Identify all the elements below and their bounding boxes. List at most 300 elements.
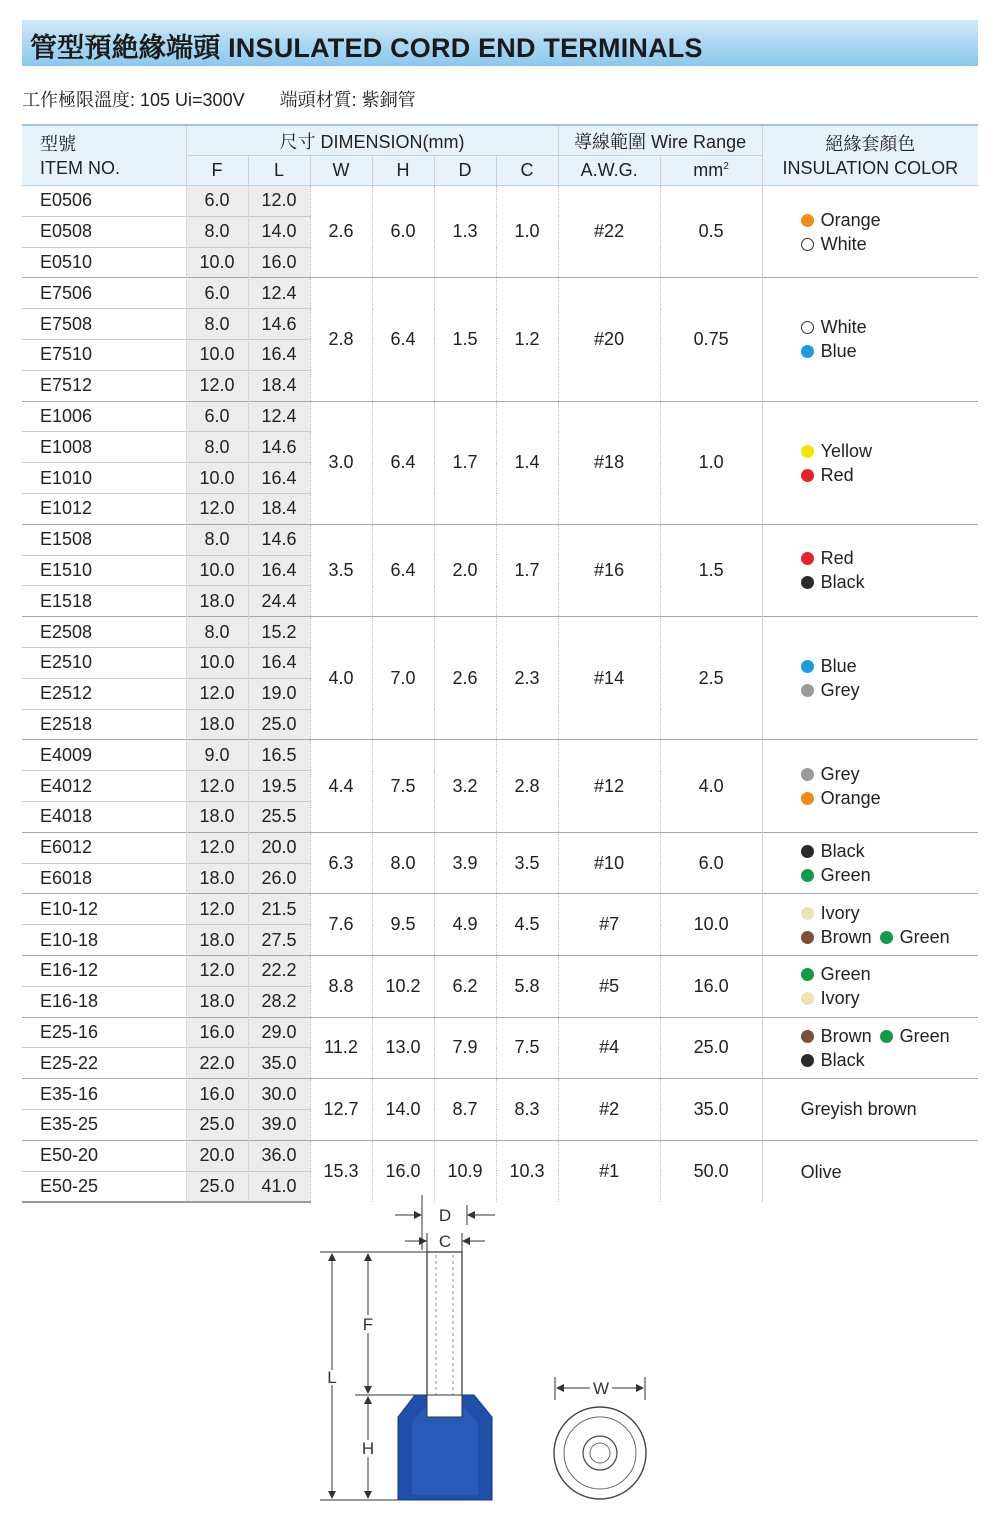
dim-l-cell: 29.0 (248, 1017, 310, 1048)
dim-h-cell: 7.0 (372, 617, 434, 740)
insulation-color-cell (762, 740, 978, 832)
insulation-color-cell (762, 617, 978, 740)
mm2-cell: 16.0 (660, 955, 762, 1017)
item-no-cell: E7508 (22, 309, 186, 340)
dim-l-cell: 16.4 (248, 463, 310, 494)
table-row (22, 278, 978, 309)
insulation-color-cell (762, 186, 978, 278)
dim-d-cell: 2.0 (434, 524, 496, 616)
dim-f-cell: 8.0 (186, 617, 248, 648)
dim-l-cell: 16.0 (248, 247, 310, 278)
awg-cell: #4 (558, 1017, 660, 1079)
color-name: Green (820, 865, 871, 886)
dim-w-cell: 2.8 (310, 278, 372, 401)
table-row (22, 894, 978, 925)
item-no-cell: E0506 (40, 190, 93, 211)
header-wire-range: 導線範圍 Wire Range (558, 125, 762, 156)
dim-f-cell: 12.0 (186, 370, 248, 401)
dim-h-cell: 6.4 (372, 278, 434, 401)
dim-l-cell: 16.4 (248, 647, 310, 678)
dim-l-cell: 28.2 (248, 986, 310, 1017)
dim-c-cell: 2.3 (496, 617, 558, 740)
dim-d-cell: 10.9 (434, 1140, 496, 1202)
color-line (801, 439, 979, 463)
dim-f-cell: 8.0 (186, 524, 248, 555)
table-row (22, 740, 978, 771)
dim-l-cell: 18.4 (248, 370, 310, 401)
item-no-cell: E1508 (22, 524, 186, 555)
color-line (801, 962, 979, 986)
mm2-cell: 1.5 (660, 524, 762, 616)
awg-cell: #12 (558, 740, 660, 832)
label-f: F (362, 1315, 374, 1334)
item-no-cell: E35-16 (22, 1079, 186, 1110)
color-line (801, 1048, 979, 1072)
dim-h-cell: 10.2 (372, 955, 434, 1017)
header-awg: A.W.G. (558, 156, 660, 186)
dim-f-cell: 12.0 (186, 493, 248, 524)
mm2-cell: 2.5 (660, 617, 762, 740)
awg-cell: #1 (558, 1140, 660, 1202)
color-swatch-icon (801, 931, 814, 944)
color-line (801, 1160, 979, 1184)
dim-l-cell: 35.0 (248, 1048, 310, 1079)
dim-w-cell: 7.6 (310, 894, 372, 956)
insulation-color-cell (762, 524, 978, 616)
item-no-cell: E7512 (22, 370, 186, 401)
spec-subtitle (22, 86, 416, 112)
header-dimension: 尺寸 DIMENSION(mm) (186, 125, 558, 156)
dim-f-cell: 10.0 (186, 463, 248, 494)
mm2-cell: 50.0 (660, 1140, 762, 1202)
awg-cell: #14 (558, 617, 660, 740)
awg-cell: #5 (558, 955, 660, 1017)
awg-cell: #10 (558, 832, 660, 894)
color-name: Ivory (820, 988, 860, 1009)
mm2-cell: 1.0 (660, 401, 762, 524)
item-no-cell: E1518 (22, 586, 186, 617)
color-swatch-icon (801, 238, 814, 251)
header-mm2-unit: mm (693, 160, 724, 180)
dim-l-cell: 19.5 (248, 771, 310, 802)
terminal-side-view (398, 1252, 492, 1500)
insulation-color-cell (762, 832, 978, 894)
color-name: Red (820, 464, 854, 485)
dim-f-cell: 16.0 (186, 1079, 248, 1110)
color-line (801, 570, 979, 594)
dim-w-cell: 3.5 (310, 524, 372, 616)
table-row (22, 617, 978, 648)
color-name: Black (820, 841, 865, 862)
dim-c-cell: 3.5 (496, 832, 558, 894)
color-swatch-icon (801, 869, 814, 882)
dim-h-cell: 9.5 (372, 894, 434, 956)
item-no-cell: E16-12 (22, 955, 186, 986)
dim-h-cell: 6.4 (372, 401, 434, 524)
header-color-en: INSULATION COLOR (782, 157, 959, 178)
dim-l-cell: 12.0 (248, 186, 310, 217)
header-h: H (372, 156, 434, 186)
label-w: W (592, 1379, 610, 1398)
color-line (801, 863, 979, 887)
table-row (22, 955, 978, 986)
awg-cell: #20 (558, 278, 660, 401)
color-swatch-icon (801, 660, 814, 673)
dim-c-cell: 5.8 (496, 955, 558, 1017)
item-no-cell: E7510 (22, 339, 186, 370)
dim-c-cell: 2.8 (496, 740, 558, 832)
dim-f-cell: 10.0 (186, 555, 248, 586)
color-name: Red (820, 548, 854, 569)
color-name: Grey (820, 764, 860, 785)
page-title: 管型預絶緣端頭 INSULATED CORD END TERMINALS (30, 33, 703, 63)
dim-w-cell: 15.3 (310, 1140, 372, 1202)
header-item-zh: 型號 (40, 133, 76, 154)
dim-d-cell: 8.7 (434, 1079, 496, 1141)
table-row (22, 186, 978, 217)
mm2-cell: 6.0 (660, 832, 762, 894)
dim-l-cell: 18.4 (248, 493, 310, 524)
mm2-cell: 35.0 (660, 1079, 762, 1141)
dim-l-cell: 21.5 (248, 894, 310, 925)
dim-d-cell: 1.3 (434, 186, 496, 278)
insulation-color-cell (762, 894, 978, 956)
dim-l-cell: 41.0 (248, 1171, 310, 1202)
dim-f-cell: 18.0 (186, 986, 248, 1017)
header-l: L (248, 156, 310, 186)
color-name: Black (820, 1049, 865, 1070)
header-item-en: ITEM NO. (40, 157, 120, 178)
color-line (801, 678, 979, 702)
dim-f-cell: 18.0 (186, 801, 248, 832)
label-c: C (438, 1232, 452, 1251)
dim-d-cell: 1.7 (434, 401, 496, 524)
dim-w-cell: 12.7 (310, 1079, 372, 1141)
mm2-cell: 10.0 (660, 894, 762, 956)
dim-w-cell: 3.0 (310, 401, 372, 524)
color-line (801, 925, 979, 949)
item-no-cell: E0510 (22, 247, 186, 278)
color-name: Orange (820, 788, 881, 809)
dim-c-cell: 1.4 (496, 401, 558, 524)
header-insulation-color (762, 125, 978, 186)
color-swatch-icon (801, 907, 814, 920)
label-l: L (327, 1368, 337, 1387)
dim-l-cell: 12.4 (248, 401, 310, 432)
table-row (22, 1017, 978, 1048)
awg-cell: #16 (558, 524, 660, 616)
dim-d-cell: 1.5 (434, 278, 496, 401)
dim-f-cell: 12.0 (186, 955, 248, 986)
dim-l-cell: 14.6 (248, 309, 310, 340)
color-swatch-icon (801, 469, 814, 482)
dim-l-cell: 20.0 (248, 832, 310, 863)
dim-l-cell: 16.5 (248, 740, 310, 771)
color-line (801, 654, 979, 678)
header-mm2 (660, 156, 762, 186)
color-name: Green (820, 964, 871, 985)
dim-l-cell: 14.0 (248, 216, 310, 247)
insulation-color-cell (762, 278, 978, 401)
terminal-diagram-svg (300, 1195, 700, 1515)
spec-table-body (22, 186, 978, 1203)
item-no-cell: E6012 (22, 832, 186, 863)
label-h: H (361, 1439, 375, 1458)
dim-f-cell: 12.0 (186, 894, 248, 925)
dim-f-cell: 25.0 (186, 1171, 248, 1202)
color-line (801, 339, 979, 363)
item-no-cell: E2512 (22, 678, 186, 709)
item-no-cell: E10-18 (22, 925, 186, 956)
dim-l-cell: 26.0 (248, 863, 310, 894)
dim-c-cell: 4.5 (496, 894, 558, 956)
header-w: W (310, 156, 372, 186)
dim-f-cell: 10.0 (186, 339, 248, 370)
color-line (801, 232, 979, 256)
insulation-color-cell (762, 401, 978, 524)
insulation-color-cell (762, 1140, 978, 1202)
insulation-color-cell (762, 1079, 978, 1141)
color-line (801, 315, 979, 339)
dim-l-cell: 24.4 (248, 586, 310, 617)
terminal-end-view (554, 1377, 646, 1499)
color-swatch-icon (801, 445, 814, 458)
header-color-zh: 絕緣套顏色 (825, 133, 916, 154)
color-name: Grey (820, 680, 860, 701)
dim-f-cell: 18.0 (186, 586, 248, 617)
color-line (801, 463, 979, 487)
awg-cell: #18 (558, 401, 660, 524)
dim-f-cell: 25.0 (186, 1109, 248, 1140)
color-swatch-icon (801, 768, 814, 781)
dim-l-cell: 25.5 (248, 801, 310, 832)
dim-l-cell: 22.2 (248, 955, 310, 986)
color-name: Blue (820, 341, 857, 362)
dim-f-cell: 18.0 (186, 925, 248, 956)
dim-l-cell: 14.6 (248, 432, 310, 463)
dim-w-cell: 8.8 (310, 955, 372, 1017)
color-swatch-icon (880, 931, 893, 944)
dim-h-cell: 14.0 (372, 1079, 434, 1141)
terminal-material: 端頭材質: 紫銅管 (279, 90, 416, 110)
mm2-cell: 0.5 (660, 186, 762, 278)
color-name: White (820, 233, 867, 254)
dim-h-cell: 8.0 (372, 832, 434, 894)
dim-d-cell: 3.9 (434, 832, 496, 894)
color-name: Greyish brown (800, 1099, 917, 1120)
dim-h-cell: 6.0 (372, 186, 434, 278)
color-swatch-icon (801, 684, 814, 697)
dim-l-cell: 16.4 (248, 339, 310, 370)
dim-l-cell: 30.0 (248, 1079, 310, 1110)
header-mm2-sup: 2 (723, 161, 729, 172)
color-swatch-icon (801, 968, 814, 981)
item-no-cell: E4009 (22, 740, 186, 771)
color-line (801, 901, 979, 925)
dim-l-cell: 15.2 (248, 617, 310, 648)
color-swatch-icon (801, 552, 814, 565)
dim-l-cell: 25.0 (248, 709, 310, 740)
item-no-cell: E1012 (22, 493, 186, 524)
color-name: Olive (800, 1161, 842, 1182)
item-no-cell: E16-18 (22, 986, 186, 1017)
color-name: Yellow (820, 440, 872, 461)
title-bar (22, 20, 978, 66)
item-no-cell: E2508 (22, 617, 186, 648)
mm2-cell: 0.75 (660, 278, 762, 401)
item-no-cell: E25-16 (22, 1017, 186, 1048)
dim-c-cell: 1.7 (496, 524, 558, 616)
color-line (801, 546, 979, 570)
dim-w-cell: 2.6 (310, 186, 372, 278)
color-line (801, 1024, 979, 1048)
color-line (801, 839, 979, 863)
dim-f-cell: 12.0 (186, 832, 248, 863)
dim-f-cell: 6.0 (186, 186, 248, 217)
color-name: Ivory (820, 902, 860, 923)
dim-l-cell: 12.4 (248, 278, 310, 309)
dim-h-cell: 7.5 (372, 740, 434, 832)
dim-c-cell: 1.0 (496, 186, 558, 278)
dim-w-cell: 6.3 (310, 832, 372, 894)
item-no-cell: E25-22 (22, 1048, 186, 1079)
dim-l-cell: 19.0 (248, 678, 310, 709)
dim-w-cell: 11.2 (310, 1017, 372, 1079)
table-row (22, 401, 978, 432)
dim-f-cell: 20.0 (186, 1140, 248, 1171)
item-no-cell: E4018 (22, 801, 186, 832)
awg-cell: #7 (558, 894, 660, 956)
dim-w-cell: 4.0 (310, 617, 372, 740)
spec-table (22, 124, 978, 1203)
color-name: White (820, 317, 867, 338)
color-name: Green (899, 1025, 950, 1046)
dim-f-cell: 22.0 (186, 1048, 248, 1079)
insulation-color-cell (762, 955, 978, 1017)
dim-f-cell: 8.0 (186, 216, 248, 247)
dim-f-cell: 18.0 (186, 863, 248, 894)
awg-cell: #2 (558, 1079, 660, 1141)
item-no-cell: E2510 (22, 647, 186, 678)
mm2-cell: 4.0 (660, 740, 762, 832)
dim-w-cell: 4.4 (310, 740, 372, 832)
insulation-color-cell (762, 1017, 978, 1079)
dim-l-cell: 14.6 (248, 524, 310, 555)
dim-f-cell: 12.0 (186, 771, 248, 802)
color-line (801, 208, 979, 232)
temperature-rating: 工作極限溫度: 105 Ui=300V (22, 90, 245, 110)
color-swatch-icon (801, 214, 814, 227)
dim-l-cell: 16.4 (248, 555, 310, 586)
dim-f-cell: 16.0 (186, 1017, 248, 1048)
color-line (801, 762, 979, 786)
table-row (22, 1079, 978, 1110)
dim-d-cell: 2.6 (434, 617, 496, 740)
header-c: C (496, 156, 558, 186)
color-swatch-icon (801, 845, 814, 858)
dim-h-cell: 16.0 (372, 1140, 434, 1202)
color-line (801, 786, 979, 810)
awg-cell: #22 (558, 186, 660, 278)
color-name: Brown (820, 926, 872, 947)
dim-d-cell: 3.2 (434, 740, 496, 832)
item-no-cell: E7506 (22, 278, 186, 309)
color-swatch-icon (801, 792, 814, 805)
item-no-cell: E6018 (22, 863, 186, 894)
dim-f-cell: 18.0 (186, 709, 248, 740)
item-no-cell: E1008 (22, 432, 186, 463)
dim-f-cell: 9.0 (186, 740, 248, 771)
color-swatch-icon (801, 321, 814, 334)
item-no-cell: E4012 (22, 771, 186, 802)
dim-f (355, 1254, 415, 1395)
color-swatch-icon (880, 1030, 893, 1043)
color-name: Orange (820, 209, 881, 230)
dim-f-cell: 10.0 (186, 247, 248, 278)
color-swatch-icon (801, 576, 814, 589)
color-swatch-icon (801, 1054, 814, 1067)
table-row (22, 524, 978, 555)
dim-d-cell: 7.9 (434, 1017, 496, 1079)
color-swatch-icon (801, 992, 814, 1005)
header-item-no (22, 125, 186, 186)
dim-c-cell: 8.3 (496, 1079, 558, 1141)
table-row (22, 1140, 978, 1171)
item-no-cell: E2518 (22, 709, 186, 740)
dim-c-cell: 10.3 (496, 1140, 558, 1202)
dim-h-cell: 13.0 (372, 1017, 434, 1079)
color-swatch-icon (801, 345, 814, 358)
dim-d-cell: 4.9 (434, 894, 496, 956)
color-name: Green (899, 926, 950, 947)
color-name: Brown (820, 1025, 872, 1046)
table-row (22, 832, 978, 863)
dim-c-cell: 1.2 (496, 278, 558, 401)
item-no-cell: E1010 (22, 463, 186, 494)
terminal-diagram (300, 1195, 700, 1515)
dim-l-cell: 27.5 (248, 925, 310, 956)
dim-f-cell: 6.0 (186, 278, 248, 309)
color-line (801, 1097, 979, 1121)
color-line (801, 986, 979, 1010)
dim-l-cell: 39.0 (248, 1109, 310, 1140)
item-no-cell: E10-12 (22, 894, 186, 925)
dim-f-cell: 8.0 (186, 432, 248, 463)
color-name: Blue (820, 656, 857, 677)
color-swatch-icon (801, 1030, 814, 1043)
dim-f-cell: 12.0 (186, 678, 248, 709)
dim-f-cell: 10.0 (186, 647, 248, 678)
item-no-cell: E1510 (22, 555, 186, 586)
item-no-cell: E50-20 (22, 1140, 186, 1171)
dim-l-cell: 36.0 (248, 1140, 310, 1171)
dim-h (362, 1397, 374, 1498)
item-no-cell: E1006 (22, 401, 186, 432)
item-no-cell: E50-25 (22, 1171, 186, 1202)
dim-d-cell: 6.2 (434, 955, 496, 1017)
label-d: D (438, 1206, 452, 1225)
dim-h-cell: 6.4 (372, 524, 434, 616)
item-no-cell: E35-25 (22, 1109, 186, 1140)
mm2-cell: 25.0 (660, 1017, 762, 1079)
dim-c-cell: 7.5 (496, 1017, 558, 1079)
dim-f-cell: 8.0 (186, 309, 248, 340)
item-no-cell: E0508 (22, 216, 186, 247)
color-name: Black (820, 572, 865, 593)
header-d: D (434, 156, 496, 186)
dim-f-cell: 6.0 (186, 401, 248, 432)
header-f: F (186, 156, 248, 186)
